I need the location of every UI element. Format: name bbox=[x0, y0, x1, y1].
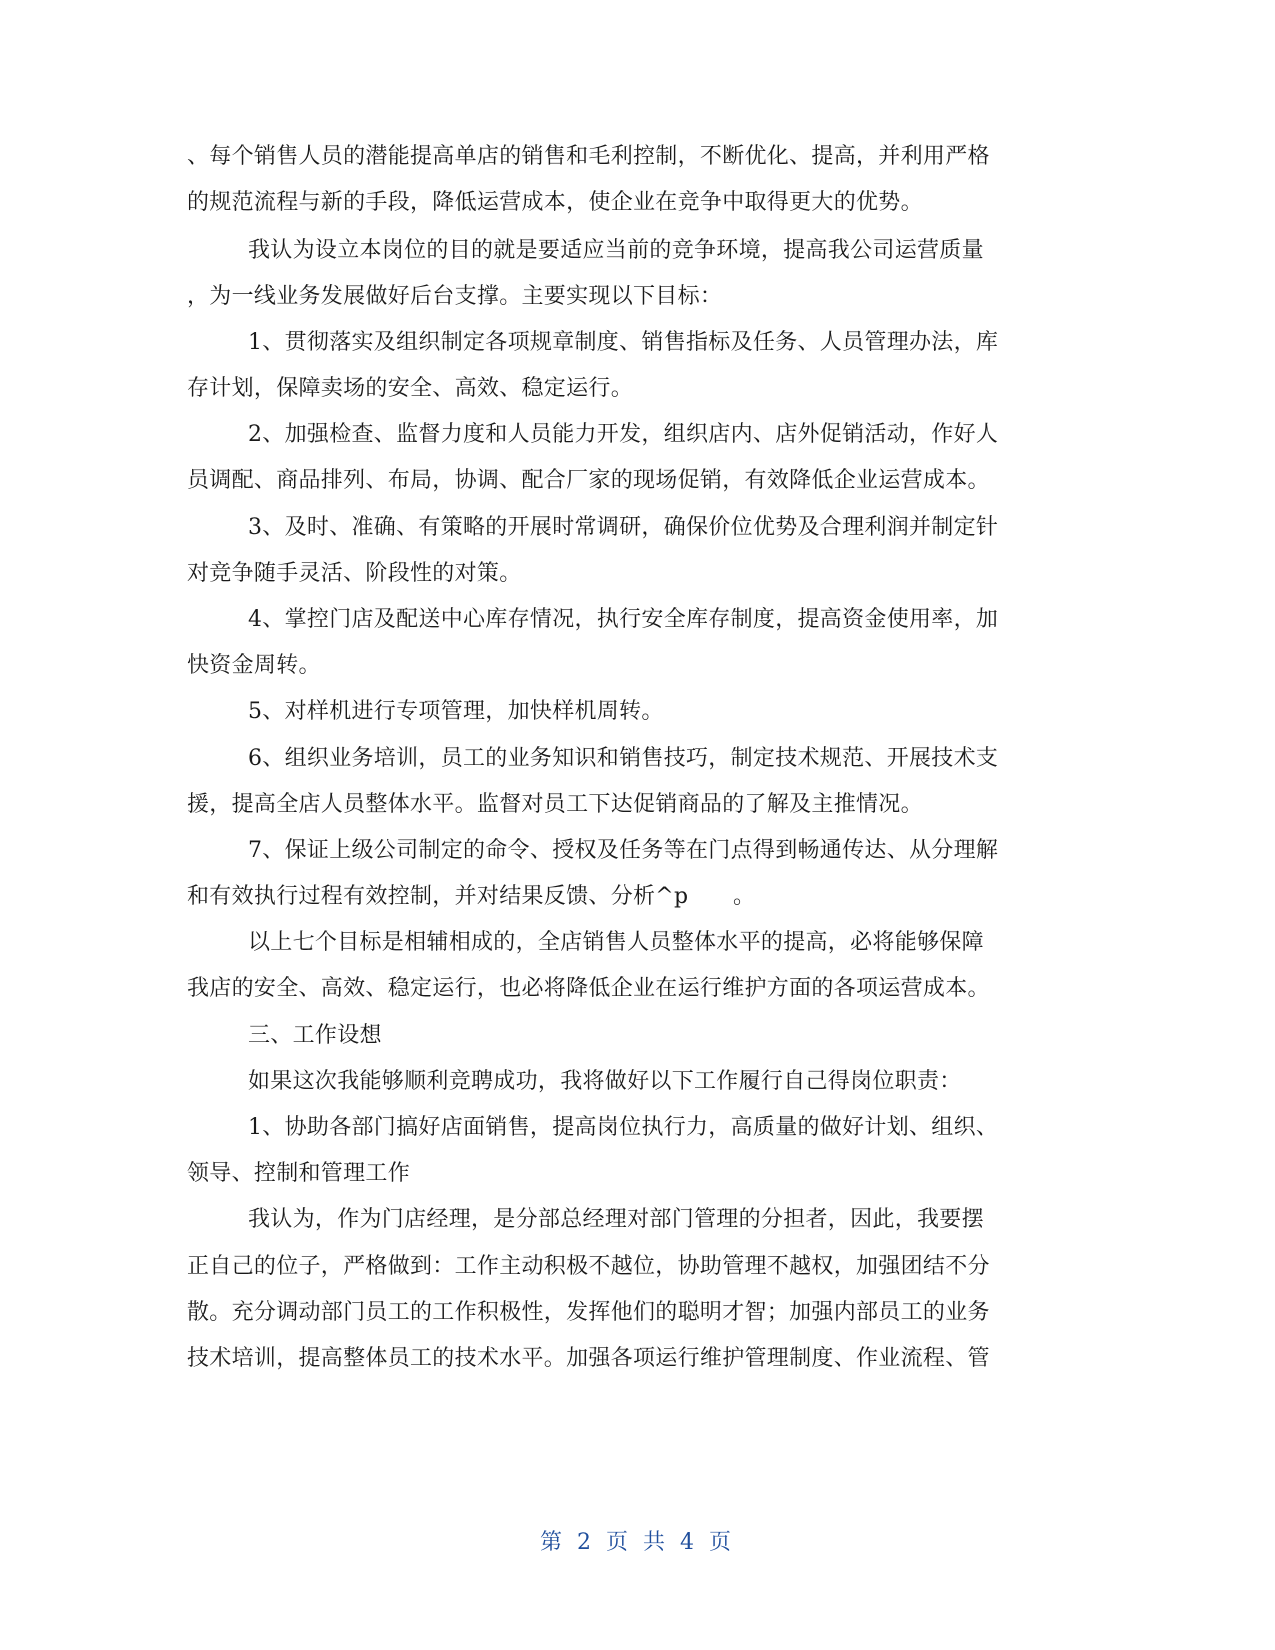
text-line: 散。充分调动部门员工的工作积极性，发挥他们的聪明才智；加强内部员工的业务 bbox=[187, 1300, 990, 1325]
paragraph-first-line: 我认为设立本岗位的目的就是要适应当前的竞争环境，提高我公司运营质量 bbox=[248, 238, 984, 263]
section-heading: 三、工作设想 bbox=[248, 1023, 382, 1048]
list-item-6-line: 6、组织业务培训，员工的业务知识和销售技巧，制定技术规范、开展技术支 bbox=[248, 746, 999, 771]
text-line: 领导、控制和管理工作 bbox=[187, 1161, 411, 1186]
list-item-1-line: 1、协助各部门搞好店面销售，提高岗位执行力，高质量的做好计划、组织、 bbox=[248, 1115, 999, 1140]
text-line: 技术培训，提高整体员工的技术水平。加强各项运行维护管理制度、作业流程、管 bbox=[187, 1346, 990, 1371]
list-item-4-line: 4、掌控门店及配送中心库存情况，执行安全库存制度，提高资金使用率，加 bbox=[248, 607, 999, 632]
text-line: 快资金周转。 bbox=[187, 653, 321, 678]
list-item-5-line: 5、对样机进行专项管理，加快样机周转。 bbox=[248, 699, 664, 724]
text-line: 、每个销售人员的潜能提高单店的销售和毛利控制，不断优化、提高，并利用严格 bbox=[187, 144, 990, 169]
text-line: 的规范流程与新的手段，降低运营成本，使企业在竞争中取得更大的优势。 bbox=[187, 190, 923, 215]
text-line: 存计划，保障卖场的安全、高效、稳定运行。 bbox=[187, 376, 634, 401]
list-item-7-line: 7、保证上级公司制定的命令、授权及任务等在门点得到畅通传达、从分理解 bbox=[248, 838, 999, 863]
text-line: 我店的安全、高效、稳定运行，也必将降低企业在运行维护方面的各项运营成本。 bbox=[187, 976, 990, 1001]
list-item-1-line: 1、贯彻落实及组织制定各项规章制度、销售指标及任务、人员管理办法，库 bbox=[248, 330, 999, 355]
paragraph-first-line: 以上七个目标是相辅相成的，全店销售人员整体水平的提高，必将能够保障 bbox=[248, 930, 984, 955]
paragraph-first-line: 如果这次我能够顺利竞聘成功，我将做好以下工作履行自己得岗位职责： bbox=[248, 1069, 962, 1094]
text-line: 援，提高全店人员整体水平。监督对员工下达促销商品的了解及主推情况。 bbox=[187, 792, 923, 817]
text-line: 对竞争随手灵活、阶段性的对策。 bbox=[187, 561, 522, 586]
paragraph-first-line: 我认为，作为门店经理，是分部总经理对部门管理的分担者，因此，我要摆 bbox=[248, 1207, 984, 1232]
text-line: 员调配、商品排列、布局，协调、配合厂家的现场促销，有效降低企业运营成本。 bbox=[187, 468, 990, 493]
text-line: 正自己的位子，严格做到：工作主动积极不越位，协助管理不越权，加强团结不分 bbox=[187, 1254, 990, 1279]
text-line: 和有效执行过程有效控制，并对结果反馈、分析^p 。 bbox=[187, 884, 756, 909]
page-number-footer: 第 2 页 共 4 页 bbox=[540, 1530, 735, 1555]
list-item-2-line: 2、加强检查、监督力度和人员能力开发，组织店内、店外促销活动，作好人 bbox=[248, 422, 999, 447]
text-line: ，为一线业务发展做好后台支撑。主要实现以下目标： bbox=[187, 284, 723, 309]
list-item-3-line: 3、及时、准确、有策略的开展时常调研，确保价位优势及合理利润并制定针 bbox=[248, 515, 999, 540]
